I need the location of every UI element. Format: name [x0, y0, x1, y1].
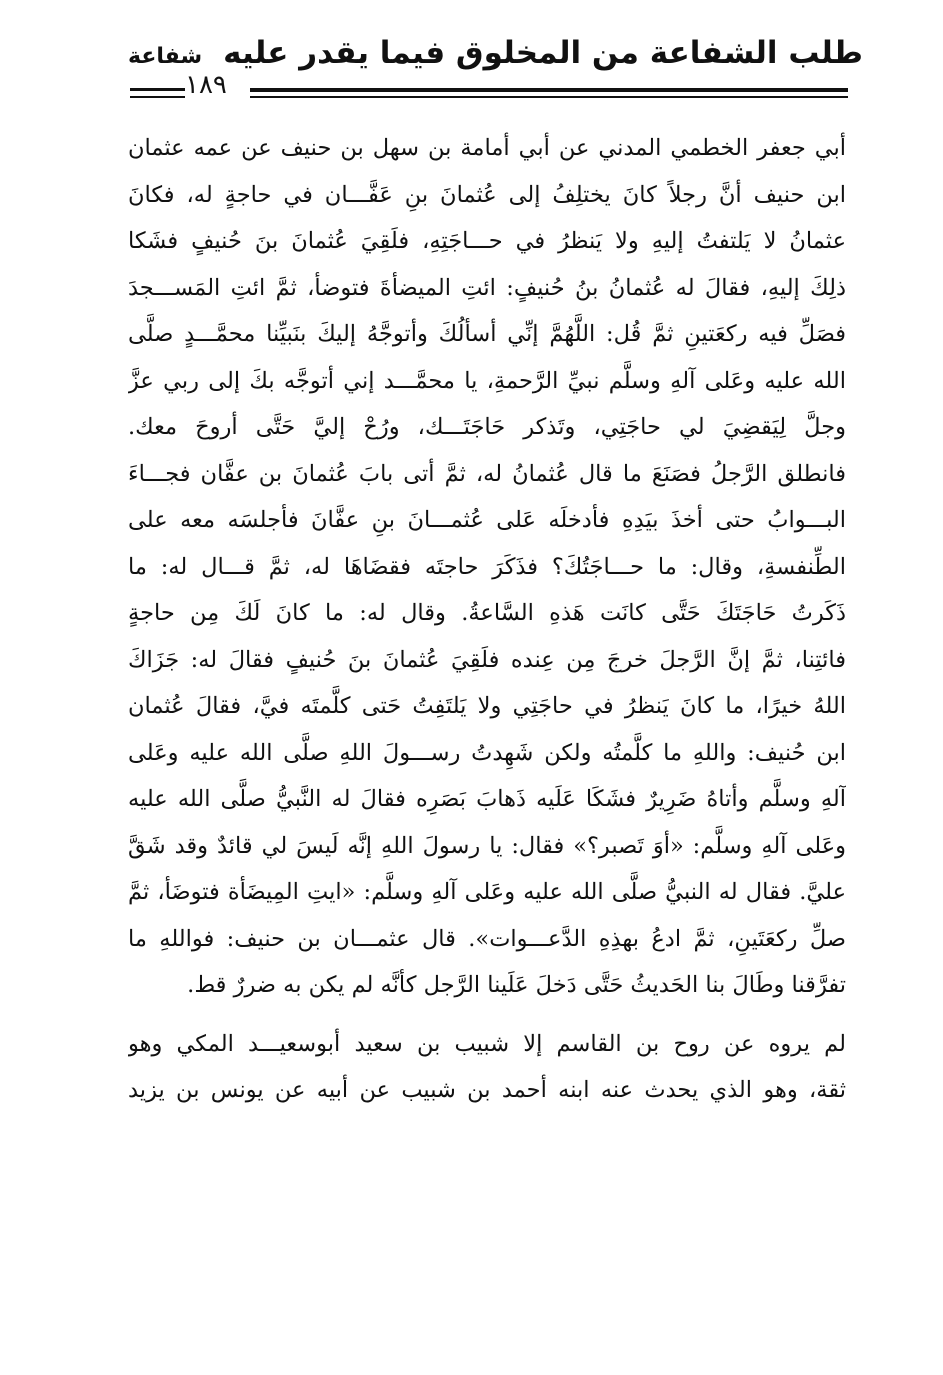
paragraph-hadith: [128, 125, 846, 1009]
text-line: صلِّ ركعَتَينِ، ثمَّ ادعُ بهذِهِ الدَّعـــوات». قال عثمـــان بن حنيف: فواللهِ ما: [128, 925, 846, 952]
book-mark: شفاعة: [128, 44, 203, 69]
text-line: وجلَّ لِيَقضِيَ لي حاجَتِي، وتَذكر حَاجَتَـــك، ورُحْ إليَّ حَتَّى أروحَ معك.: [128, 414, 846, 440]
text-line: عليَّ. فقال له النبيُّ صلَّى الله عليه وعَلى آلهِ وسلَّم: «ايتِ المِيضَأة فتوضَأ، ثمَّ: [128, 879, 846, 905]
page-number: ١٨٩: [185, 70, 227, 100]
text-line: آلهِ وسلَّم وأتاهُ ضَرِيرٌ فشَكَا عَلَيه ذَهابَ بَصَرِه فقالَ له النَّبيُّ صلَّى الله عليه: [128, 786, 846, 812]
text-line: اللهُ خيرًا، ما كانَ يَنظرُ في حاجَتِي ولا يَلتَفِتُ حَتى كلَّمتَه فيَّ، فقالَ عُثمان: [128, 693, 846, 719]
text-line: ذَكَرتُ حَاجَتَكَ حَتَّى كانَت هَذهِ السَّاعةُ. وقال له: ما كانَ لَكَ مِن حاجةٍ: [128, 600, 846, 626]
text-line: أبي جعفر الخطمي المدني عن أبي أمامة بن سهل بن حنيف عن عمه عثمان: [128, 135, 846, 161]
page-number-rule-thin: [130, 96, 185, 98]
text-line: فائتِنا، ثمَّ إنَّ الرَّجلَ خرجَ مِن عِنده فلَقِيَ عُثمانَ بنَ حُنيفٍ فقالَ له: جَزَاكَ: [128, 646, 846, 673]
text-line: ابن حُنيف: واللهِ ما كلَّمتُه ولكن شَهِدتُ رســـولَ اللهِ صلَّى الله عليه وعَلى: [128, 739, 846, 766]
text-line: البـــوابُ حتى أخذَ بيَدِهِ فأدخلَه عَلى عُثمـــانَ بنِ عفَّانَ فأجلسَه معه على: [128, 507, 846, 533]
text-line: عثمانُ لا يَلتفتُ إليهِ ولا يَنظرُ في حـــاجَتِهِ، فلَقِيَ عُثمانَ بنَ حُنيفٍ فشَكا: [128, 228, 846, 254]
text-line: فصَلِّ فيه ركعَتينِ ثمَّ قُل: اللَّهُمَّ إنِّي أسألُكَ وأتوجَّهُ إليكَ بنَبيِّنا محمَّـــدٍ صلَّى: [128, 321, 846, 347]
text-line: فانطلق الرَّجلُ فصَنَعَ ما قال عُثمانُ له، ثمَّ أتى بابَ عُثمانَ بن عفَّان فجـــاءَ: [128, 460, 846, 487]
header-rule-thin: [250, 96, 848, 98]
running-title: طلب الشفاعة من المخلوق فيما يقدر عليه: [223, 35, 863, 71]
text-line: تفرَّقنا وطَالَ بنا الحَديثُ حَتَّى دَخلَ عَلَينا الرَّجل كأنَّه لم يكن به ضررٌ قط.: [187, 972, 846, 998]
text-line: ثقة، وهو الذي يحدث عنه ابنه أحمد بن شبيب عن أبيه عن يونس بن يزيد: [128, 1077, 846, 1103]
paragraph-commentary: [128, 1021, 846, 1114]
header-rule: [250, 88, 848, 92]
text-line: ابن حنيف أنَّ رجلاً كانَ يختلِفُ إلى عُثمانَ بنِ عَفَّـــان في حاجةٍ له، فكانَ: [128, 181, 846, 208]
text-line: لم يروه عن روح بن القاسم إلا شبيب بن سعيد أبوسعيـــد المكي وهو: [128, 1030, 846, 1057]
page-number-rule: [130, 88, 185, 91]
text-line: وعَلى آلهِ وسلَّم: «أوَ تَصبر؟» فقال: يا رسولَ اللهِ إنَّه لَيسَ لي قائدٌ وقد شَقَّ: [128, 832, 846, 859]
body-text: [128, 125, 846, 1114]
text-line: الله عليه وعَلى آلهِ وسلَّم نبيِّ الرَّحمةِ، يا محمَّـــد إني أتوجَّه بكَ إلى ربي عزَّ: [128, 367, 846, 394]
text-line: الطِّنفسةِ، وقال: ما حـــاجَتُكَ؟ فذَكَرَ حاجتَه فقضَاهَا له، ثمَّ قـــال له: ما: [128, 553, 846, 580]
text-line: ذلِكَ إليهِ، فقالَ له عُثمانُ بنُ حُنيفٍ: ائتِ الميضأةَ فتوضأ، ثمَّ ائتِ المَســـجدَ: [128, 274, 846, 301]
